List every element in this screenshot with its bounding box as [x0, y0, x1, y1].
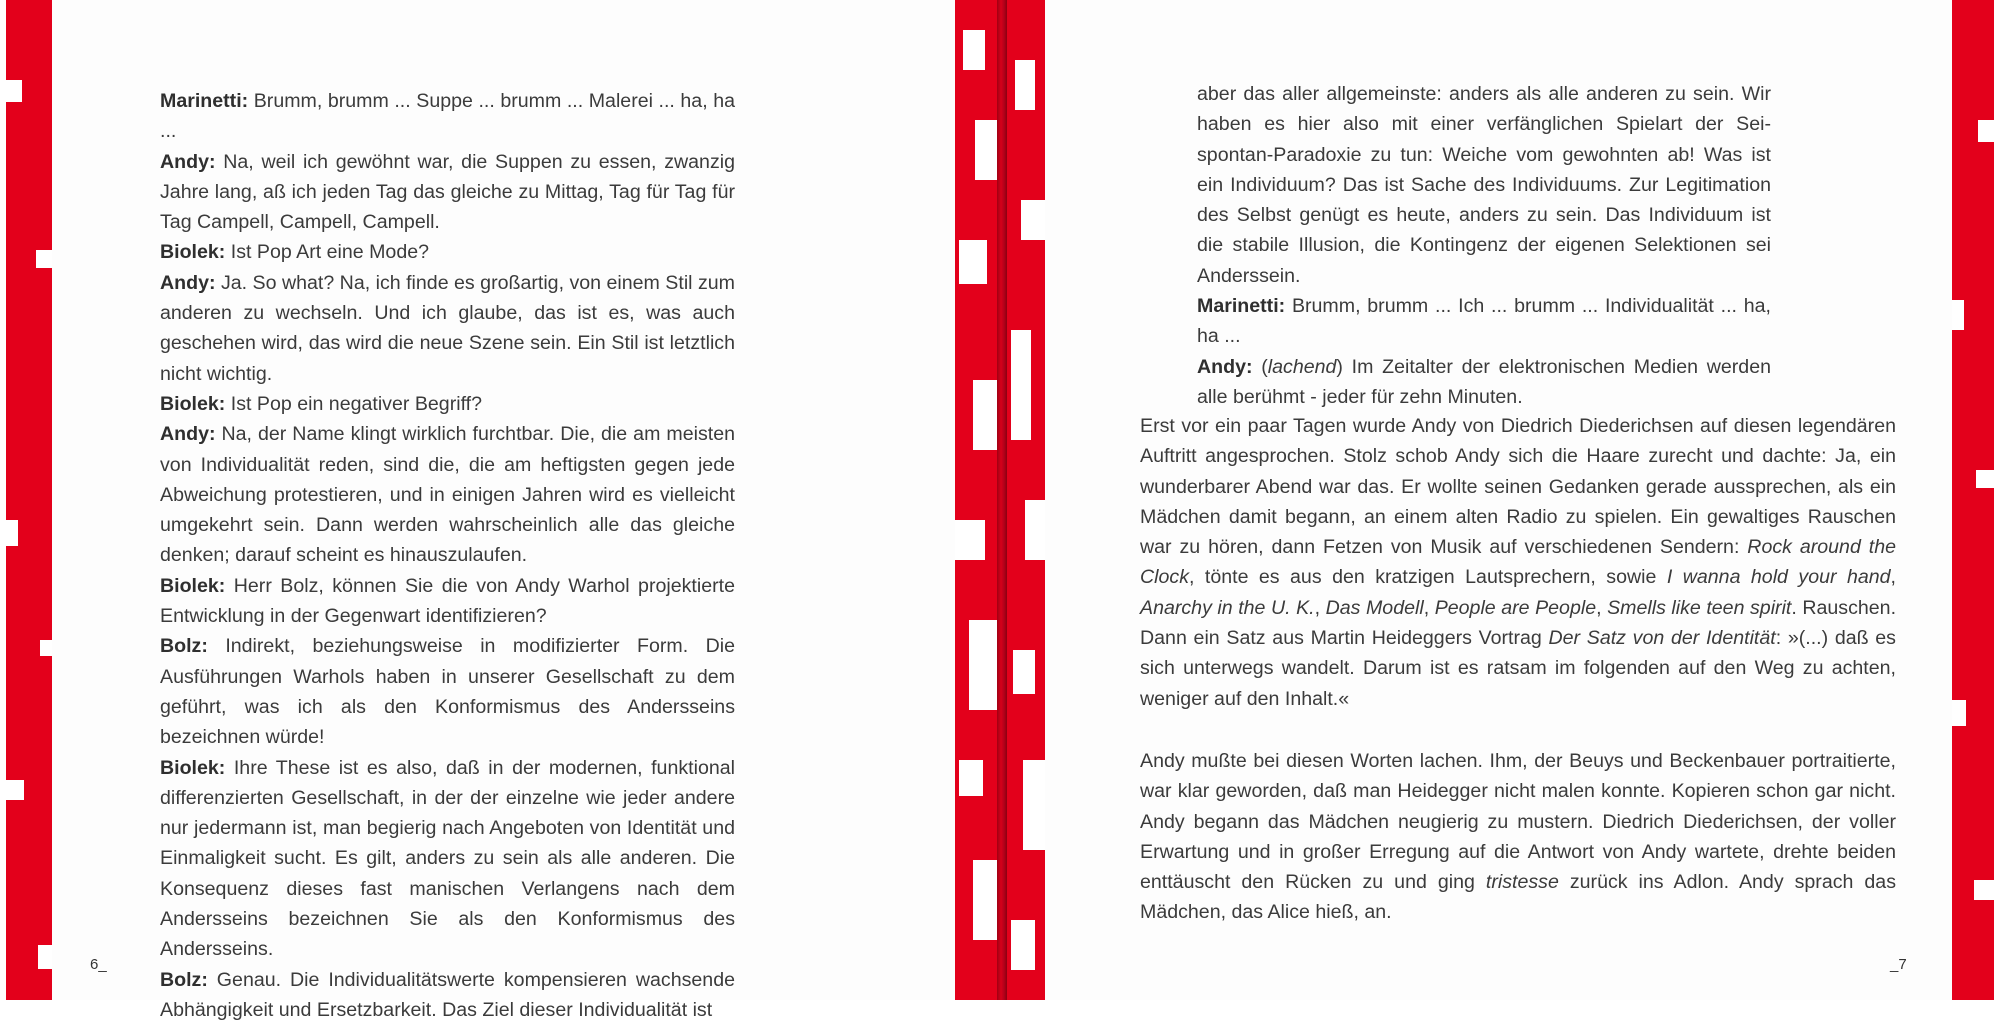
paragraph-text: Ja. So what? Na, ich finde es großartig, von einem Stil zum anderen zu wechseln. Und ich glaube, das ist es, was auch geschehen wird, das wird die neue Szene sein. Ein Stil ist letztlich nicht wichtig. [160, 271, 735, 385]
text-run: , [1314, 596, 1326, 619]
dialogue-paragraph [160, 237, 735, 267]
dialogue-paragraph [160, 268, 735, 389]
paragraph-text: aber das aller allgemeinste: anders als alle anderen zu sein. Wir haben es hier also mit einer verfänglichen Spielart der Sei-spontan-Paradoxie zu tun: Weiche vom gewohnten ab! Was ist ein Individuum? Das ist Sache des Individuums. Zur Legitimation des Selbst genügt es heute, anders zu sein. Das Individuum ist die stabile Illusion, die Kontingenz der eigenen Selektionen sei Anderssein. [1197, 83, 1771, 287]
right-page-dialogue [1197, 79, 1771, 412]
dialogue-paragraph [160, 389, 735, 419]
text-run: , [1596, 596, 1608, 619]
dialogue-paragraph [160, 571, 735, 632]
text-run: zurück ins Adlon. Andy sprach das Mädchen, das Alice hieß, an. [1140, 871, 1896, 924]
text-run: , tönte es aus den kratzigen Lautsprechern, sowie [1189, 566, 1667, 589]
speaker-name: Andy: [160, 423, 216, 446]
text-run: , [1890, 566, 1896, 589]
text-run: . Rauschen. Dann ein Satz aus Martin Heideggers Vortrag [1140, 596, 1897, 650]
left-page-dialogue [160, 86, 735, 1025]
dialogue-paragraph [1197, 79, 1771, 291]
paragraph-text: ( [1252, 355, 1268, 378]
speaker-name: Biolek: [160, 392, 226, 415]
speaker-name: Biolek: [160, 756, 226, 779]
paragraph-text: Genau. Die Individualitätswerte kompensieren wachsende Abhängigkeit und Ersetzbarkeit. Das Ziel dieser Individualität ist [160, 968, 735, 1021]
speaker-name: Marinetti: [160, 90, 249, 112]
italic-title: Rock around the Clock [1140, 536, 1896, 589]
dialogue-paragraph [160, 419, 735, 570]
paragraph-text: Na, weil ich gewöhnt war, die Suppen zu essen, zwanzig Jahre lang, aß ich jeden Tag das gleiche zu Mittag, Tag für Tag für Tag Campell, Campell, Campell. [160, 150, 735, 234]
dialogue-paragraph [1197, 291, 1771, 352]
dialogue-paragraph [1197, 352, 1771, 413]
paragraph-text: Ist Pop ein negativer Begriff? [225, 392, 483, 415]
dialogue-paragraph [160, 631, 735, 752]
paragraph-text: Na, der Name klingt wirklich furchtbar. Die, die am meisten von Individualität reden, sind die, die am heftigsten gegen jede Abweichung protestieren, und in einigen Jahren wird es vielleicht umgekehrt sein. Dann werden wahrscheinlich alle das gleiche denken; darauf scheint es hinauszulaufen. [160, 423, 735, 567]
page-number-left: 6_ [90, 956, 107, 973]
left-page [160, 0, 735, 1021]
italic-title: Anarchy in the U. K. [1140, 596, 1315, 619]
italic-title: Der Satz von der Identität [1548, 627, 1776, 650]
dialogue-paragraph [160, 147, 735, 238]
text-run: , [1423, 596, 1435, 619]
left-red-edge-strip [0, 0, 52, 1000]
speaker-name: Bolz: [160, 968, 208, 991]
right-page [1140, 0, 1896, 1000]
italic-title: Das Modell [1325, 596, 1424, 619]
italic-title: Smells like teen spirit [1607, 596, 1792, 619]
paragraph-text: ) Im Zeitalter der elektronischen Medien werden alle berühmt - jeder für zehn Minuten. [1197, 355, 1771, 408]
speaker-name: Andy: [1197, 355, 1253, 378]
speaker-name: Andy: [160, 271, 216, 294]
paragraph-text: Brumm, brumm ... Ich ... brumm ... Individualität ... ha, ha ... [1197, 295, 1771, 348]
paragraph-text: Ihre These ist es also, daß in der modernen, funktional differenzierten Gesellschaft, in der der einzelne wie jeder andere nur jedermann ist, man begierig nach Angeboten von Identität und Einmaligkeit sucht. Es gilt, anders zu sein als alle anderen. Die Konsequenz dieses fast manischen Verlangens nach dem Andersseins bezeichnen Sie als den Konformismus des Andersseins. [160, 756, 735, 961]
italic-title: I wanna hold your hand [1666, 566, 1891, 589]
gutter-red-pattern [955, 0, 1045, 1000]
speaker-name: Bolz: [160, 635, 208, 658]
paragraph-text: Ist Pop Art eine Mode? [225, 241, 430, 264]
dialogue-paragraph [160, 965, 735, 1025]
speaker-name: Biolek: [160, 574, 226, 597]
speaker-name: Biolek: [160, 241, 226, 264]
page-number-right: _7 [1890, 956, 1907, 973]
narrative-paragraph-1 [1140, 411, 1896, 714]
stage-direction: lachend [1267, 355, 1337, 378]
paragraph-text: Indirekt, beziehungsweise in modifizierter Form. Die Ausführungen Warhols haben in unserer Gesellschaft zu dem geführt, was ich als den Konformismus des Andersseins bezeichnen würde! [160, 635, 735, 749]
speaker-name: Andy: [160, 150, 216, 173]
dialogue-paragraph [160, 753, 735, 965]
italic-title: People are People [1434, 596, 1597, 619]
text-run: Erst vor ein paar Tagen wurde Andy von Diedrich Diederichsen auf diesen legendären Auftritt angesprochen. Stolz schob Andy sich die Haare zurecht und dachte: Ja, ein wunderbarer Abend war das. Er wollte seinen Gedanken gerade aussprechen, als ein Mädchen damit begann, an einem alten Radio zu spielen. Ein gewaltiges Rauschen war zu hören, dann Fetzen von Musik auf verschiedenen Sendern: [1140, 415, 1896, 559]
text-run: Andy mußte bei diesen Worten lachen. Ihm, der Beuys und Beckenbauer portraitierte, war klar geworden, daß man Heidegger nicht malen konnte. Kopieren schon gar nicht. Andy begann das Mädchen neugierig zu mustern. Diedrich Diederichsen, der voller Erwartung und in großer Erregung auf die Antwort von Andy wartete, drehte beiden enttäuscht den Rücken zu und ging [1140, 750, 1896, 894]
right-red-edge-strip [1952, 0, 2000, 1000]
paragraph-text: Brumm, brumm ... Suppe ... brumm ... Malerei ... ha, ha ... [160, 90, 735, 143]
narrative-paragraph-2 [1140, 746, 1896, 928]
italic-title: tristesse [1485, 871, 1559, 894]
paragraph-text: Herr Bolz, können Sie die von Andy Warhol projektierte Entwicklung in der Gegenwart identifizieren? [160, 574, 735, 628]
speaker-name: Marinetti: [1197, 295, 1286, 318]
text-run: : »(...) daß es sich unterwegs wandelt. Darum ist es ratsam im folgenden auf den Weg zu achten, weniger auf den Inhalt.« [1140, 627, 1896, 710]
dialogue-paragraph [160, 86, 735, 147]
